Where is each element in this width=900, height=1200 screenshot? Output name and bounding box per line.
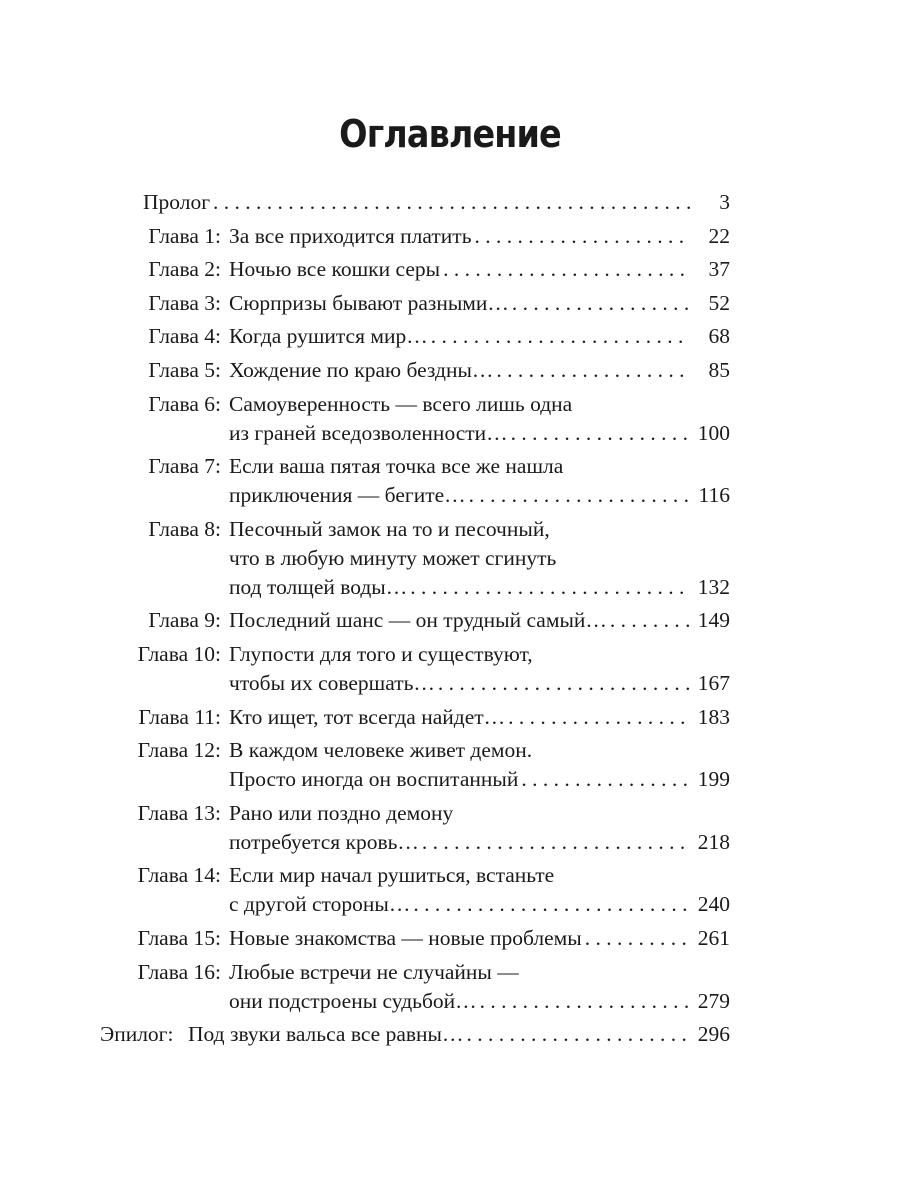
entry-label: Пролог — [143, 190, 211, 214]
entry-title: Последний шанс — он трудный самый… — [229, 608, 607, 633]
entry-label: Глава 5: — [148, 357, 221, 382]
page-number: 296 — [697, 1022, 730, 1047]
dot-leader — [521, 765, 690, 794]
page-number: 199 — [697, 767, 730, 792]
entry-title: они подстроены судьбой… — [229, 988, 477, 1013]
entry-title: чтобы их совершать… — [229, 670, 435, 695]
page-title: Оглавление — [339, 112, 561, 156]
entry-title: За все приходится платить — [229, 223, 472, 248]
page-number: 279 — [697, 988, 730, 1013]
toc-entry-epilog[interactable] — [0, 1020, 730, 1049]
entry-title: Ночью все кошки серы — [229, 257, 441, 282]
page-number: 100 — [697, 420, 730, 445]
table-of-contents — [100, 188, 730, 1054]
toc-entry-chapter-2[interactable] — [100, 255, 730, 284]
entry-label: Глава 2: — [148, 257, 221, 282]
dot-leader — [508, 703, 690, 732]
entry-title: потребуется кровь… — [229, 829, 419, 854]
toc-entry-chapter-4[interactable] — [100, 322, 730, 351]
page-number: 85 — [708, 357, 730, 382]
page-number: 37 — [708, 257, 730, 282]
dot-leader — [438, 669, 690, 698]
page-number: 167 — [697, 670, 730, 695]
entry-title: Рано или поздно демону — [229, 800, 454, 825]
entry-title: Глупости для того и существуют, — [229, 641, 533, 666]
entry-title: Когда рушится мир… — [229, 324, 428, 349]
entry-label: Глава 3: — [148, 290, 221, 315]
entry-title: приключения — бегите… — [229, 483, 466, 508]
page-number: 149 — [697, 608, 730, 633]
entry-title: Просто иногда он воспитанный — [229, 767, 519, 792]
toc-entry-chapter-9[interactable] — [100, 606, 730, 635]
entry-label: Глава 9: — [148, 608, 221, 633]
dot-leader — [585, 924, 690, 953]
page-number: 240 — [697, 892, 730, 917]
entry-label: Глава 8: — [148, 516, 221, 541]
entry-title: Самоуверенность — всего лишь одна — [229, 391, 573, 416]
dot-leader — [511, 419, 690, 448]
dot-leader — [466, 1020, 690, 1049]
page-number: 3 — [719, 190, 730, 214]
toc-entry-chapter-11[interactable] — [100, 703, 730, 732]
dot-leader — [413, 890, 690, 919]
entry-title: что в любую минуту может сгинуть — [229, 545, 557, 570]
dot-leader — [422, 828, 690, 857]
page-number: 261 — [697, 925, 730, 950]
toc-entry-chapter-3[interactable] — [100, 289, 730, 318]
dot-leader — [469, 481, 690, 510]
page-number: 52 — [708, 290, 730, 315]
toc-entry-chapter-12[interactable] — [100, 736, 730, 794]
toc-entry-chapter-13[interactable] — [100, 799, 730, 857]
entry-label: Глава 4: — [148, 324, 221, 349]
entry-label: Глава 7: — [148, 454, 221, 479]
dot-leader — [431, 322, 690, 351]
entry-title: Под звуки вальса все равны… — [188, 1022, 464, 1047]
page-number: 183 — [697, 704, 730, 729]
dot-leader — [213, 188, 690, 217]
dot-leader — [443, 255, 690, 284]
toc-entry-chapter-1[interactable] — [100, 222, 730, 251]
entry-label: Глава 12: — [137, 738, 221, 763]
dot-leader — [410, 573, 690, 602]
toc-entry-chapter-6[interactable] — [100, 390, 730, 448]
entry-title: Сюрпризы бывают разными… — [229, 290, 509, 315]
entry-label: Глава 11: — [138, 704, 221, 729]
toc-entry-prolog[interactable] — [100, 188, 730, 217]
entry-title: из граней вседозволенности… — [229, 420, 508, 445]
dot-leader — [480, 987, 690, 1016]
toc-entry-chapter-8[interactable] — [100, 515, 730, 602]
dot-leader — [496, 356, 690, 385]
dot-leader — [512, 289, 690, 318]
toc-entry-chapter-15[interactable] — [100, 924, 730, 953]
entry-title: под толщей воды… — [229, 574, 408, 599]
page-number: 116 — [698, 483, 730, 508]
toc-entry-chapter-7[interactable] — [100, 452, 730, 510]
toc-entry-chapter-14[interactable] — [100, 861, 730, 919]
entry-title: Новые знакомства — новые проблемы — [229, 925, 582, 950]
entry-title: Если ваша пятая точка все же нашла — [229, 454, 564, 479]
page-number: 68 — [708, 324, 730, 349]
entry-label: Эпилог: — [100, 1022, 174, 1047]
entry-label: Глава 14: — [137, 863, 221, 888]
entry-title: с другой стороны… — [229, 892, 411, 917]
entry-label: Глава 6: — [148, 391, 221, 416]
entry-title: Песочный замок на то и песочный, — [229, 516, 550, 541]
page-number: 132 — [697, 574, 730, 599]
toc-entry-chapter-16[interactable] — [100, 958, 730, 1016]
entry-title: Любые встречи не случайны — — [229, 959, 519, 984]
entry-title: В каждом человеке живет демон. — [229, 738, 533, 763]
page-number: 22 — [708, 223, 730, 248]
entry-title: Кто ищет, тот всегда найдет… — [229, 704, 506, 729]
entry-label: Глава 13: — [137, 800, 221, 825]
page-number: 218 — [697, 829, 730, 854]
entry-label: Глава 10: — [137, 641, 221, 666]
entry-title: Если мир начал рушиться, встаньте — [229, 863, 555, 888]
dot-leader — [610, 606, 690, 635]
entry-label: Глава 15: — [137, 925, 221, 950]
dot-leader — [475, 222, 691, 251]
entry-label: Глава 16: — [137, 959, 221, 984]
entry-label: Глава 1: — [148, 223, 221, 248]
entry-title: Хождение по краю бездны… — [229, 357, 494, 382]
toc-entry-chapter-10[interactable] — [100, 640, 730, 698]
toc-entry-chapter-5[interactable] — [100, 356, 730, 385]
